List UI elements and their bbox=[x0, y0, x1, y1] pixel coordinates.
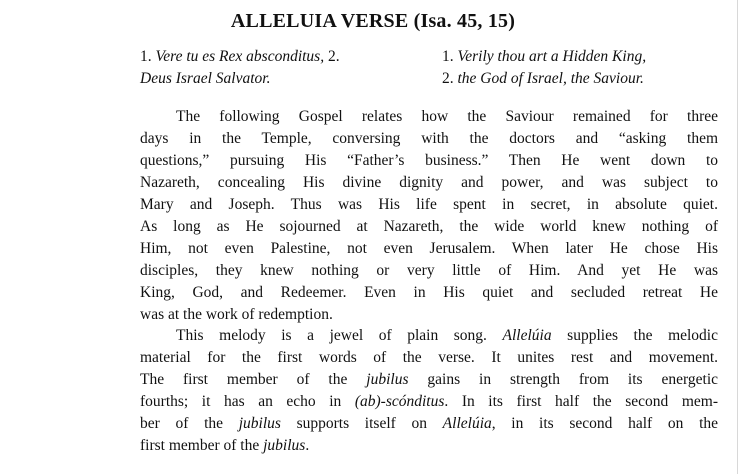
p2-l6-text-b: . bbox=[305, 437, 310, 454]
paragraph2-line-3 bbox=[140, 369, 718, 391]
paragraph1-line-5: Mary and Joseph. Thus was His life spent in secret, in absolute quiet. bbox=[140, 196, 718, 213]
english-line-2 bbox=[442, 68, 644, 90]
latin-line-2 bbox=[140, 68, 442, 90]
paragraph1-line-10: was at the work of redemption. bbox=[140, 306, 333, 323]
p2-l3-text-a: The first member of the bbox=[140, 371, 367, 388]
p2-l3-text-b: gains in strength from its energetic bbox=[408, 371, 719, 388]
paragraph2-line-5 bbox=[140, 413, 718, 435]
p2-l6-text-a: first member of the bbox=[140, 437, 264, 454]
p2-l5-text-c: , in its second half on the bbox=[491, 415, 719, 432]
paragraph1-line-1: The following Gospel relates how the Saviour remained for three bbox=[176, 108, 718, 125]
verse-row-1 bbox=[140, 46, 710, 68]
paragraph1-line-7: Him, not even Palestine, not even Jerusalem. When later He chose His bbox=[140, 240, 718, 257]
verse-block bbox=[140, 46, 710, 90]
p2-l5-italic-2: Allelúia bbox=[442, 415, 492, 432]
p2-l5-text-a: ber of the bbox=[140, 415, 239, 432]
latin-line-2-text: Deus Israel Salvator. bbox=[140, 70, 271, 87]
paragraph2-line-6 bbox=[140, 435, 718, 457]
latin-line-2-number: 2. bbox=[327, 48, 340, 65]
page-edge-line bbox=[737, 0, 738, 474]
p2-l4-text-b: . In its first half the second mem- bbox=[444, 393, 718, 410]
paragraph2-line-1 bbox=[140, 325, 718, 347]
english-line-2-text: the God of Israel, the Saviour. bbox=[457, 70, 644, 87]
p2-l1-italic: Allelúia bbox=[502, 327, 552, 344]
paragraph-melody bbox=[140, 325, 718, 457]
p2-l1-text-b: supplies the melodic bbox=[551, 327, 718, 344]
p2-l6-italic: jubilus bbox=[263, 437, 306, 454]
paragraph1-line-2: days in the Temple, conversing with the doctors and “asking them bbox=[140, 130, 718, 147]
verse-row-2 bbox=[140, 68, 710, 90]
latin-line-1-number: 1. bbox=[140, 48, 152, 65]
p2-l3-italic: jubilus bbox=[366, 371, 409, 388]
paragraph2-line-4 bbox=[140, 391, 718, 413]
english-line-2-number: 2. bbox=[442, 70, 454, 87]
paragraph1-line-4: Nazareth, concealing His divine dignity and power, and was subject to bbox=[140, 174, 718, 191]
paragraph2-line-2: material for the first words of the verse. It unites rest and movement. bbox=[140, 349, 718, 366]
p2-l5-text-b: supports itself on bbox=[280, 415, 443, 432]
paragraph1-line-3: questions,” pursuing His “Father’s business.” Then He went down to bbox=[140, 152, 718, 169]
english-line-1 bbox=[442, 46, 646, 68]
latin-line-1-text: Vere tu es Rex absconditus, bbox=[155, 48, 325, 65]
page-title: ALLELUIA VERSE (Isa. 45, 15) bbox=[230, 10, 516, 32]
paragraph1-line-8: disciples, they knew nothing or very little of Him. And yet He was bbox=[140, 262, 718, 279]
english-line-1-number: 1. bbox=[442, 48, 454, 65]
english-line-1-text: Verily thou art a Hidden King, bbox=[457, 48, 647, 65]
p2-l1-text-a: This melody is a jewel of plain song. bbox=[176, 327, 503, 344]
paragraph-gospel bbox=[140, 106, 718, 326]
p2-l4-italic: (ab)-scónditus bbox=[354, 393, 445, 410]
paragraph1-line-6: As long as He sojourned at Nazareth, the wide world knew nothing of bbox=[140, 218, 718, 235]
p2-l5-italic-1: jubilus bbox=[238, 415, 281, 432]
p2-l4-text-a: fourths; it has an echo in bbox=[140, 393, 355, 410]
paragraph1-line-9: King, God, and Redeemer. Even in His quiet and secluded retreat He bbox=[140, 284, 718, 301]
latin-line-1 bbox=[140, 46, 442, 68]
